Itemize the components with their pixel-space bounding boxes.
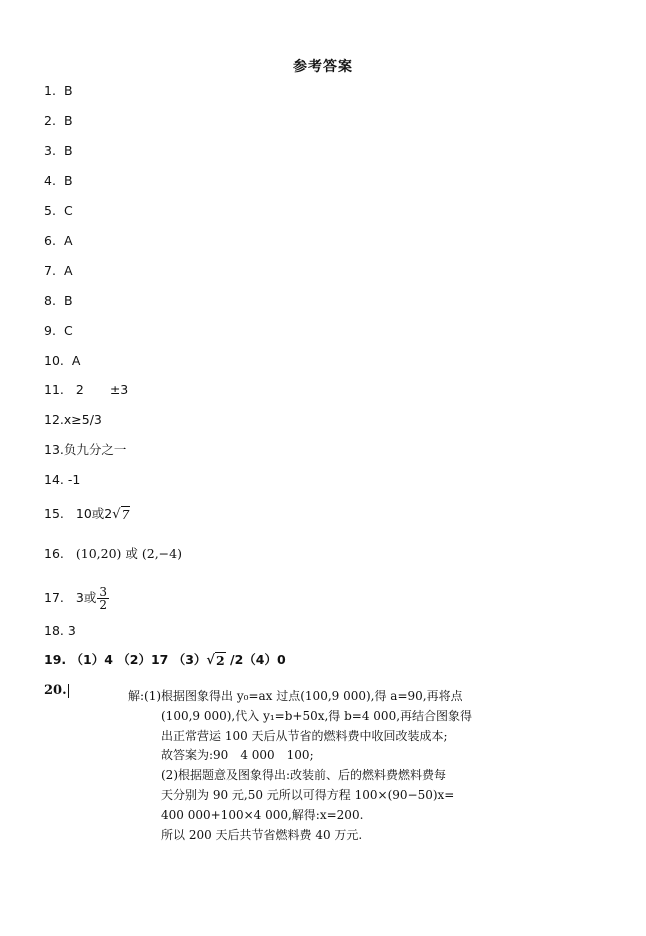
answer-number: 19.: [44, 652, 67, 667]
answer-number: 15.: [44, 506, 64, 521]
answer-value: C: [63, 203, 73, 218]
answer-value: 2: [75, 382, 84, 397]
answer-value: /2（4）0: [225, 652, 286, 667]
answer-value: A: [63, 233, 73, 248]
answer-value: 3或: [75, 590, 97, 605]
answer-7: [44, 262, 73, 280]
answer-value: B: [63, 173, 73, 188]
page-title: 参考答案: [293, 59, 353, 75]
answer-number: 1.: [44, 83, 56, 98]
sqrt-expression: √ 2: [206, 653, 225, 668]
answer-4: [44, 172, 73, 190]
answer-10: [44, 352, 80, 370]
answer-20-solution: [128, 687, 528, 845]
solution-line: 出正常营运 100 天后从节省的燃料费中收回改装成本;: [161, 728, 448, 743]
answer-number: 17.: [44, 590, 64, 605]
text-cursor: [68, 684, 69, 698]
answer-15: [44, 505, 130, 524]
answer-12: 12.x≥5/3: [44, 412, 102, 427]
answer-number: 9.: [44, 323, 56, 338]
answer-19: [44, 651, 286, 670]
answer-number: 4.: [44, 173, 56, 188]
sqrt-expression: √ 7: [112, 507, 130, 522]
fraction: $\frac{3}{2}$: [99, 585, 107, 612]
answer-17: [44, 586, 109, 611]
answer-1: [44, 82, 73, 100]
answer-2: [44, 112, 73, 130]
solution-line: 解:(1)根据图象得出 y₀=ax 过点(100,9 000),得 a=90,再将点: [128, 689, 463, 703]
answer-number: 10.: [44, 353, 64, 368]
answer-20-number: 20.: [44, 683, 67, 698]
answer-value: B: [63, 113, 73, 128]
answer-18: 18. 3: [44, 623, 76, 638]
answer-number: 7.: [44, 263, 56, 278]
answer-value: ±3: [109, 382, 129, 397]
answer-value: 10或2: [75, 506, 113, 521]
answer-value: B: [63, 293, 73, 308]
solution-line: (2)根据题意及图象得出:改装前、后的燃料费燃料费每: [161, 768, 447, 783]
answer-8: [44, 292, 73, 310]
answer-9: [44, 322, 73, 340]
answer-6: [44, 232, 73, 250]
answer-3: [44, 142, 73, 160]
answer-value: （1）4 （2）17 （3）: [70, 652, 207, 667]
answer-16: [44, 545, 182, 563]
answer-value: (10,20) 或 (2,−4): [75, 546, 182, 561]
answer-number: 8.: [44, 293, 56, 308]
solution-line: 400 000+100×4 000,解得:x=200.: [161, 807, 364, 822]
solution-line: 故答案为:90 4 000 100;: [161, 748, 314, 763]
answer-value: B: [63, 143, 73, 158]
answer-number: 11.: [44, 382, 64, 397]
answer-value: A: [71, 353, 81, 368]
answer-14: 14. -1: [44, 472, 81, 487]
solution-line: (100,9 000),代入 y₁=b+50x,得 b=4 000,再结合图象得: [161, 708, 473, 723]
answer-number: 5.: [44, 203, 56, 218]
solution-line: 所以 200 天后共节省燃料费 40 万元.: [161, 827, 363, 842]
solution-line: 天分别为 90 元,50 元所以可得方程 100×(90−50)x=: [161, 787, 455, 802]
answer-5: [44, 202, 73, 220]
answer-number: 3.: [44, 143, 56, 158]
answer-number: 6.: [44, 233, 56, 248]
answer-value: A: [63, 263, 73, 278]
answer-number: 2.: [44, 113, 56, 128]
answer-11: [44, 381, 128, 399]
answer-13: 13.负九分之一: [44, 442, 127, 457]
answer-value: C: [63, 323, 73, 338]
answer-number: 16.: [44, 546, 64, 561]
answer-value: B: [63, 83, 73, 98]
